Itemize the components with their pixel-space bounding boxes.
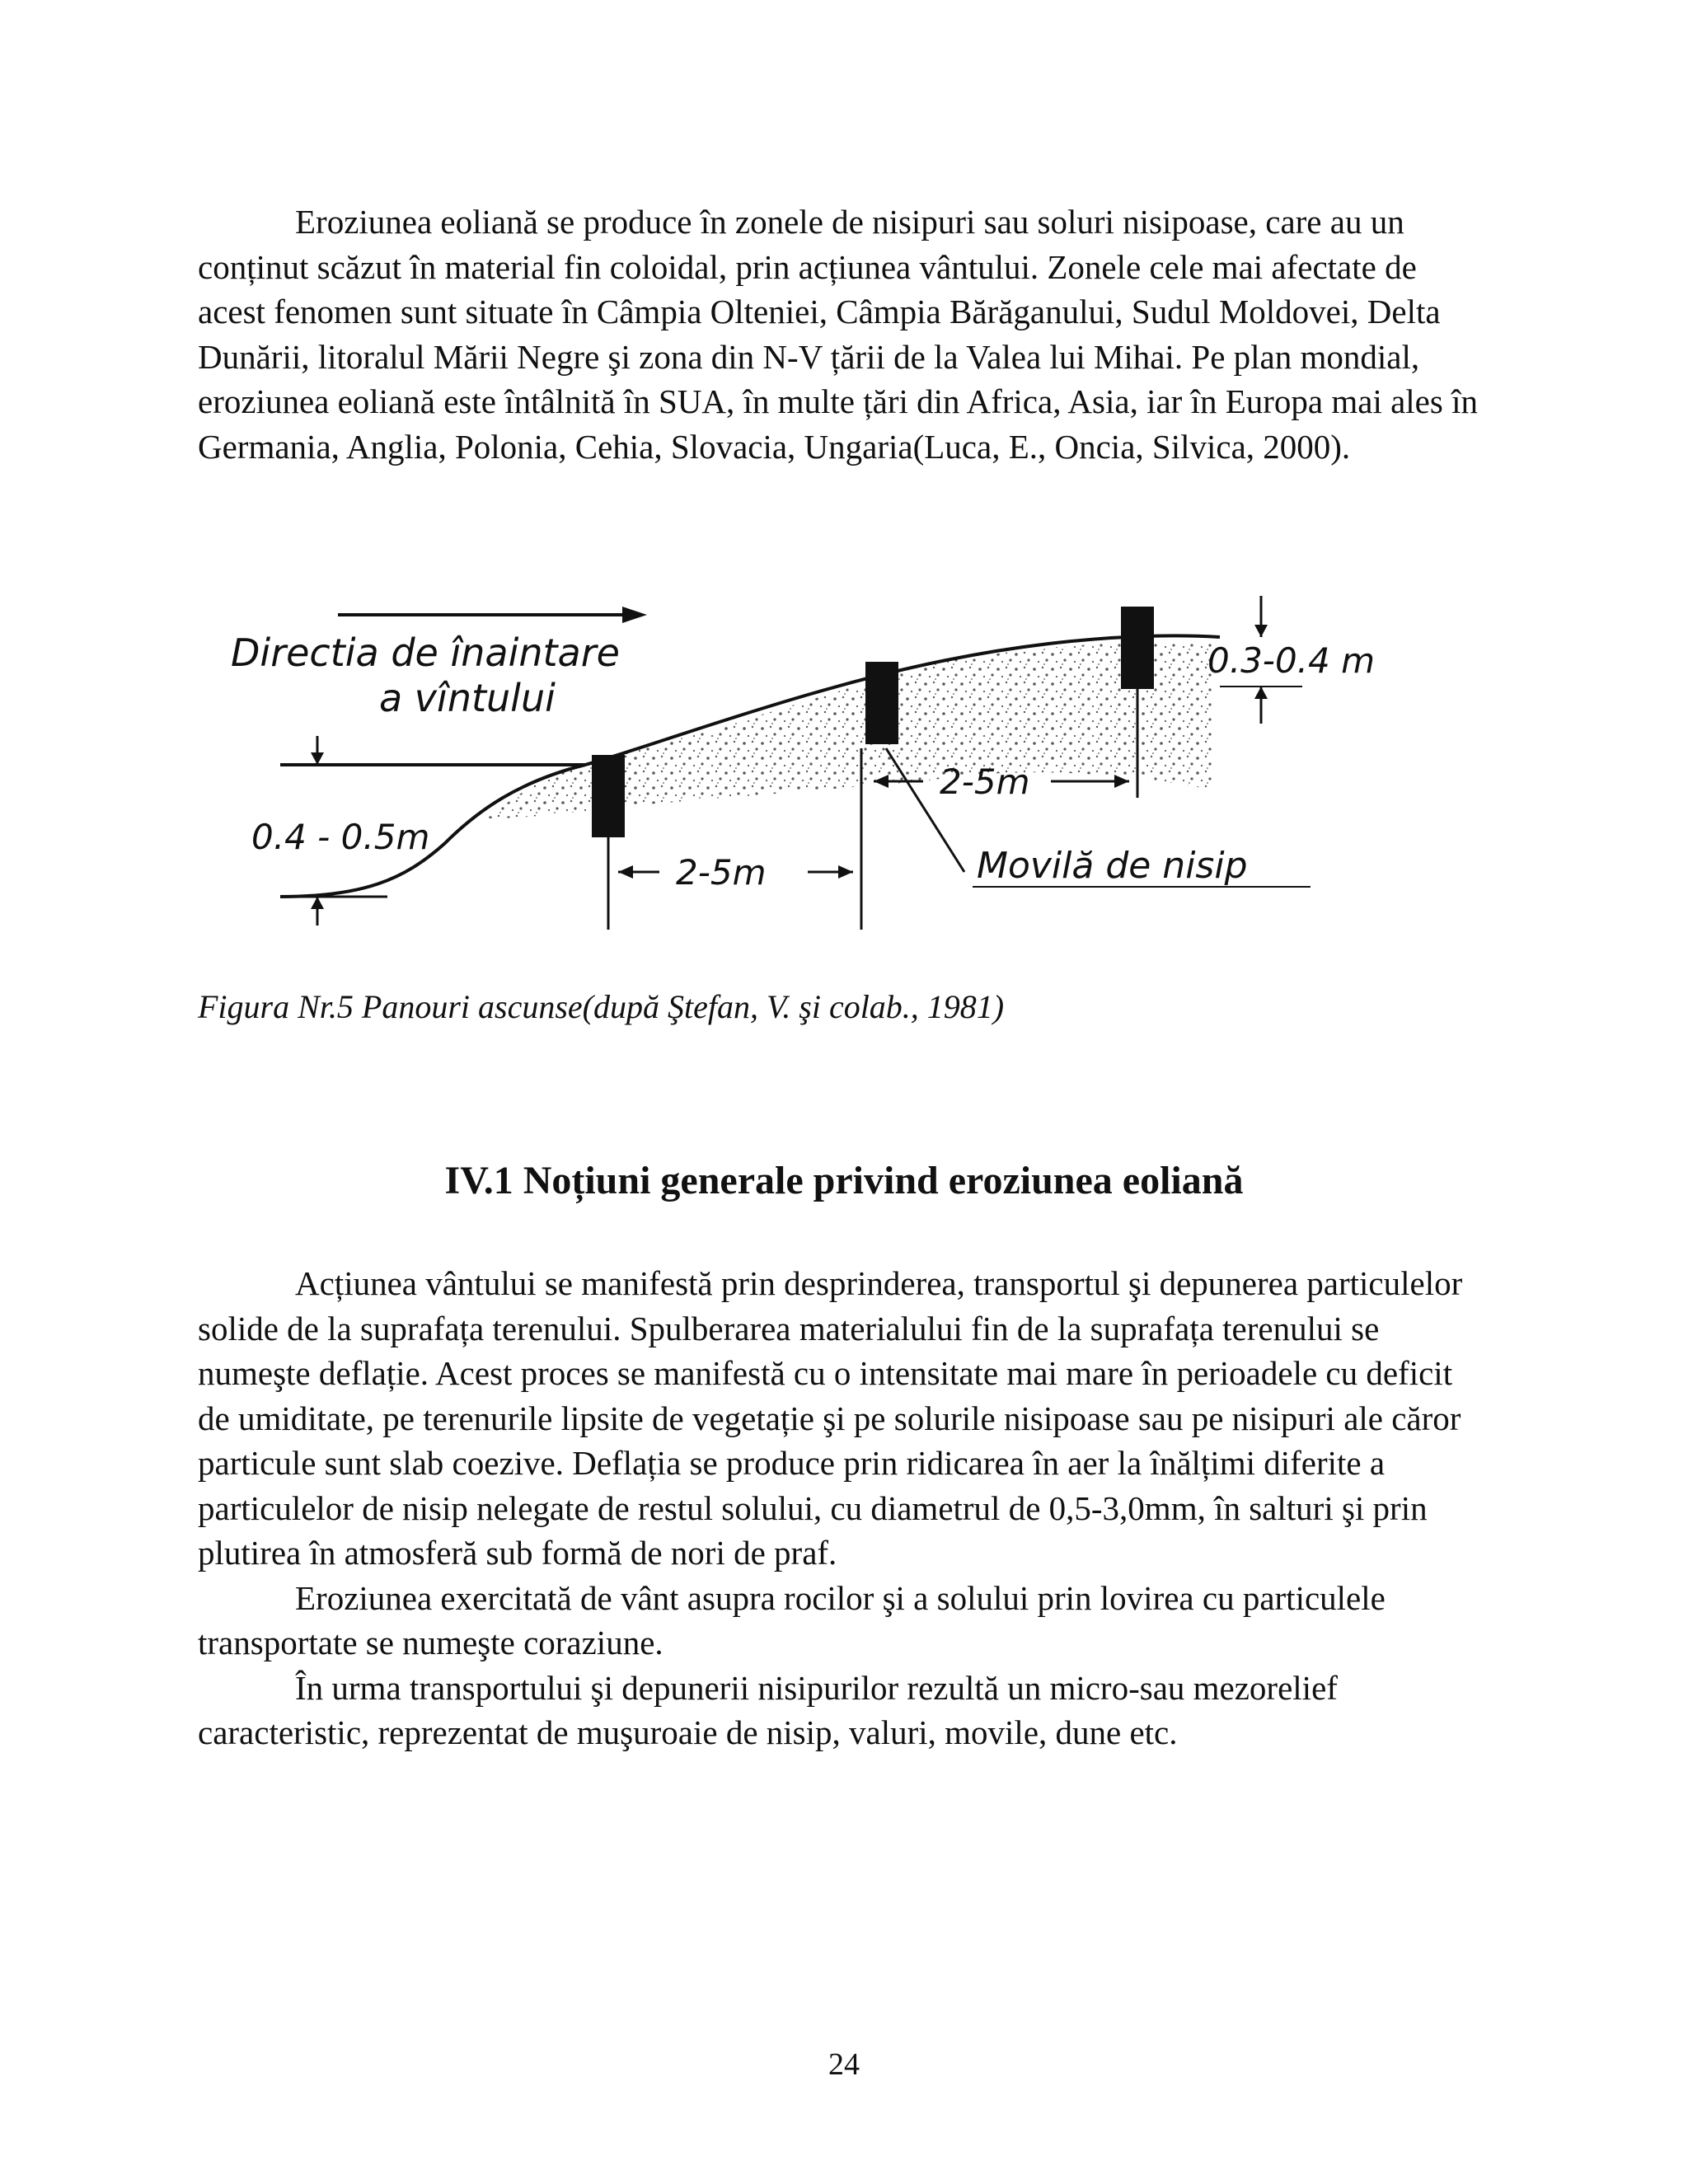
section-heading: IV.1 Noțiuni generale privind eroziunea eoliană [444, 1159, 1244, 1202]
panel-1 [592, 755, 625, 837]
section-paragraph: Acțiunea vântului se manifestă prin desprinderea, transportul şi depunerea particulelor solide de la suprafața terenului. Spulberarea materialului fin de la suprafața terenului se numeşte deflație. Acest proces se manifestă cu o intensitate mai mare în perioadele cu deficit de umiditate, pe terenurile lipsite de vegetație şi pe solurile nisipoase sau pe nisipuri ale căror particule sunt slab coezive. Deflația se produce prin ridicarea în aer la înălțimi diferite a particulelor de nisip nelegate de restul solului, cu diametrul de 0,5-3,0mm, în salturi şi prin plutirea în atmosferă sub formă de nori de praf. [198, 1264, 1463, 1572]
hidden-panels-figure [198, 518, 1409, 946]
section-body [198, 1261, 1484, 1755]
section-paragraph: În urma transportului şi depunerii nisipurilor rezultă un micro-sau mezorelief caracteristic, reprezentat de muşuroaie de nisip, valuri, movile, dune etc. [198, 1668, 1338, 1751]
spacing-label-1: 2-5m [676, 852, 767, 893]
section-paragraph: Eroziunea exercitată de vânt asupra rocilor şi a solului prin lovirea cu particulele transportate se numeşte coraziune. [198, 1578, 1386, 1661]
wind-label-line1: Directia de înaintare [231, 630, 620, 675]
height-label-right: 0.3-0.4 m [1207, 640, 1376, 681]
page-number: 24 [828, 2047, 860, 2082]
height-label-left: 0.4 - 0.5m [251, 817, 430, 857]
figure-caption: Figura Nr.5 Panouri ascunse(după Ştefan, V. şi colab., 1981) [198, 988, 1005, 1025]
dune-label: Movilă de nisip [977, 845, 1248, 887]
wind-arrow-head [622, 607, 647, 623]
wind-label-line2: a vîntului [379, 676, 556, 720]
intro-paragraph: Eroziunea eoliană se produce în zonele de nisipuri sau soluri nisipoase, care au un conținut scăzut în material fin coloidal, prin acțiunea vântului. Zonele cele mai afectate de acest fenomen sunt situate în Câmpia Olteniei, Câmpia Bărăganului, Sudul Moldovei, Delta Dunării, litoralul Mării Negre şi zona din N-V țării de la Valea lui Mihai. Pe plan mondial, eroziunea eoliană este întâlnită în SUA, în multe țări din Africa, Asia, iar în Europa mai ales în Germania, Anglia, Polonia, Cehia, Slovacia, Ungaria(Luca, E., Oncia, Silvica, 2000). [198, 203, 1478, 466]
panel-2 [865, 662, 898, 744]
spacing-label-2: 2-5m [940, 762, 1030, 802]
panel-3 [1121, 607, 1154, 689]
